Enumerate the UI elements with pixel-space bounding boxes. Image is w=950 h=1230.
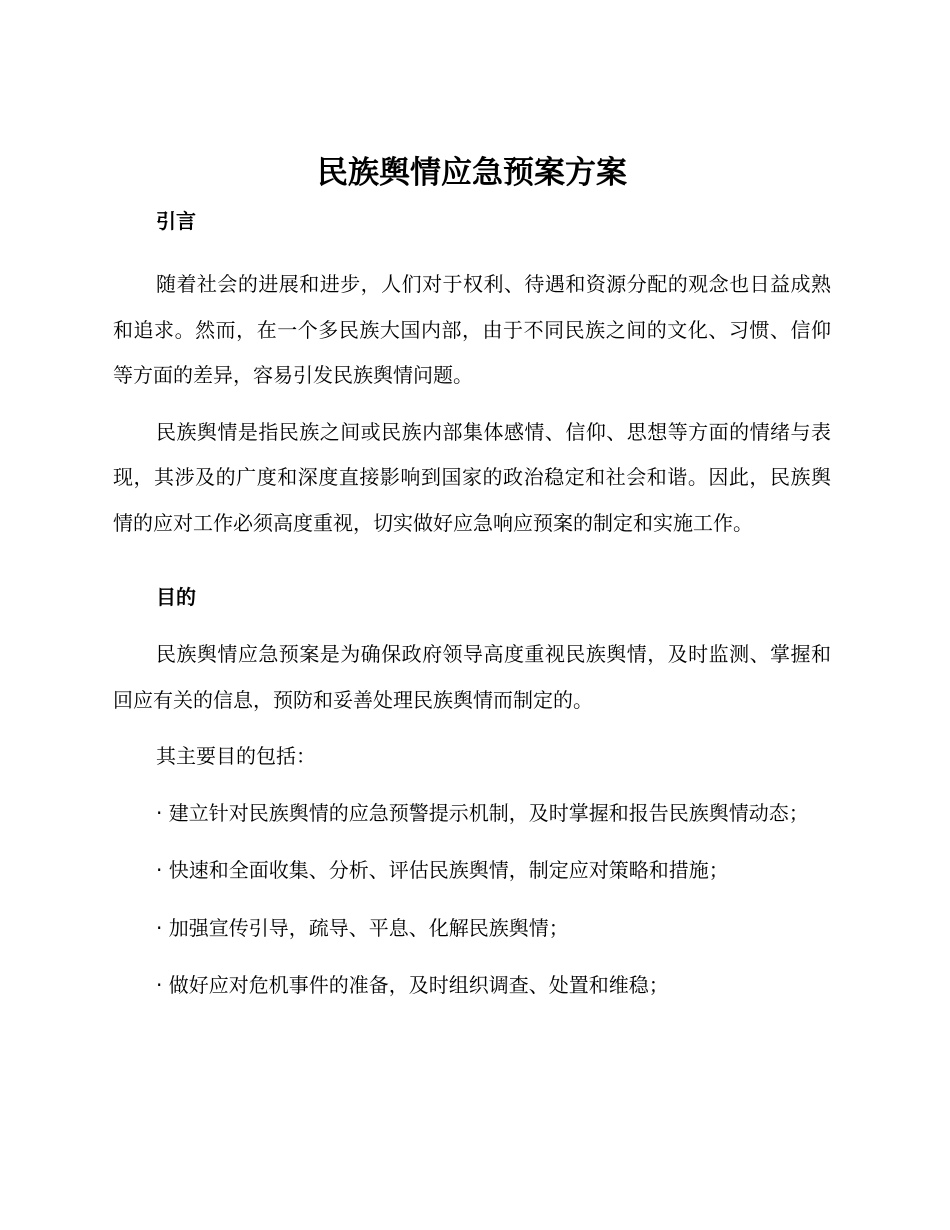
purpose-paragraph: 民族舆情应急预案是为确保政府领导高度重视民族舆情，及时监测、掌握和回应有关的信息，预防和妥善处理民族舆情而制定的。	[113, 642, 831, 712]
purpose-bullet-item: · 加强宣传引导，疏导、平息、化解民族舆情；	[156, 915, 569, 940]
purpose-bullet-list	[113, 791, 831, 1009]
intro-paragraph: 随着社会的进展和进步，人们对于权利、待遇和资源分配的观念也日益成熟和追求。然而，在一个多民族大国内部，由于不同民族之间的文化、习惯、信仰等方面的差异，容易引发民族舆情问题。	[113, 272, 831, 387]
purpose-lead-in: 其主要目的包括：	[156, 744, 316, 768]
purpose-bullet-item: · 快速和全面收集、分析、评估民族舆情，制定应对策略和措施；	[156, 858, 729, 882]
section-heading-intro: 引言	[156, 209, 196, 233]
document-title: 民族舆情应急预案方案	[317, 155, 627, 191]
intro-paragraph: 民族舆情是指民族之间或民族内部集体感情、信仰、思想等方面的情绪与表现，其涉及的广度和深度直接影响到国家的政治稳定和社会和谐。因此，民族舆情的应对工作必须高度重视，切实做好应急响应预案的制定和实施工作。	[113, 419, 831, 535]
section-heading-purpose: 目的	[156, 585, 196, 609]
purpose-bullet-item: · 做好应对危机事件的准备，及时组织调查、处置和维稳；	[156, 973, 669, 997]
purpose-bullet-item: · 建立针对民族舆情的应急预警提示机制，及时掌握和报告民族舆情动态；	[156, 800, 809, 825]
document-body	[113, 150, 831, 1021]
